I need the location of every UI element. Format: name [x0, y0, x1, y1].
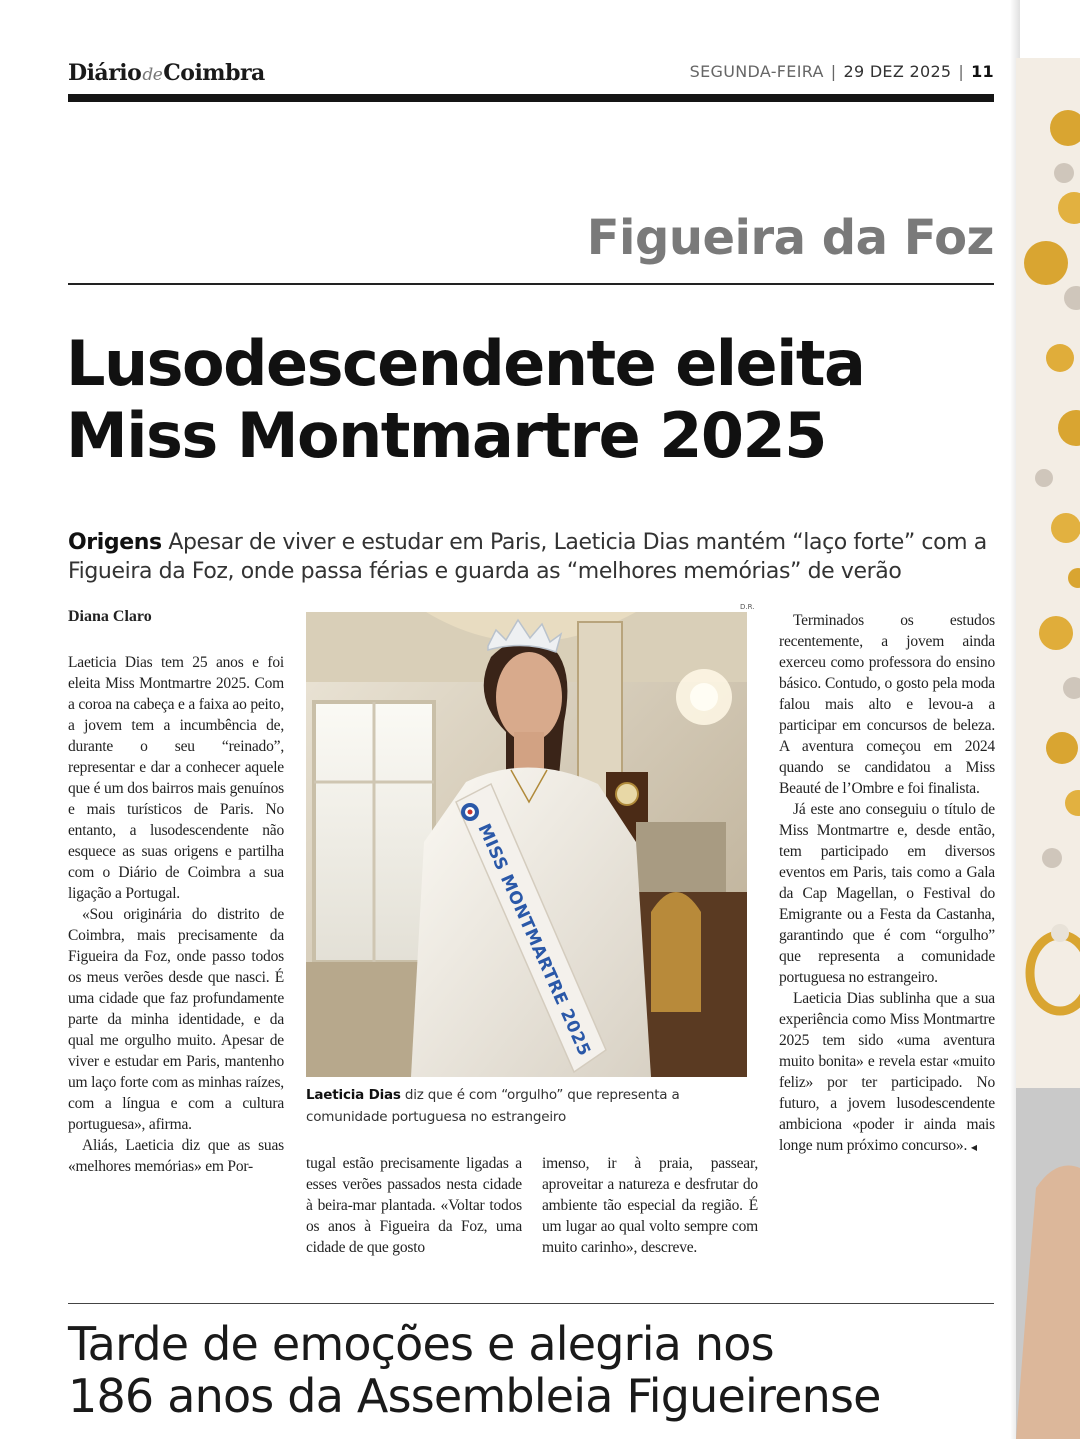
- paragraph: Já este ano conseguiu o título de Miss Montmartre e, desde então, tem participado em diversos eventos em Paris, tais como a Gala da Cap Magellan, o Festival do Emigrante ou a Festa da Castanha, garantindo que é com “orgulho” que representa a comunidade portuguesa no estrangeiro.: [779, 801, 995, 986]
- paragraph: Laeticia Dias tem 25 anos e foi eleita Miss Montmartre 2025. Com a coroa na cabeça e a faixa ao peito, a jovem tem a incumbência de, durante o seu “reinado”, representar e dar a conhecer aquele que é um dos bairros mais genuínos e mais turísticos de Paris. No entanto, a lusodescendente não esquece as suas origens e partilha com o Diário de Coimbra a sua ligação a Portugal.: [68, 654, 284, 902]
- lead-text: Apesar de viver e estudar em Paris, Laeticia Dias mantém “laço forte” com a Figueira da Foz, onde passa férias e guarda as “melhores memórias” de verão: [68, 530, 987, 584]
- byline: Diana Claro: [68, 608, 152, 625]
- caption-name: Laeticia Dias: [306, 1087, 401, 1103]
- issue-weekday: SEGUNDA-FEIRA: [689, 62, 824, 81]
- masthead-rule: [68, 94, 994, 102]
- jewelry-ad-illustration: [1016, 58, 1080, 1439]
- body-column-1: [68, 652, 284, 1177]
- article-lead: [68, 528, 1008, 586]
- article-photo: [306, 612, 747, 1077]
- paragraph: tugal estão precisamente ligadas a esses verões passados nesta cidade à beira-mar plantada. «Voltar todos os anos à Figueira da Foz, uma cidade de que gosto: [306, 1155, 522, 1256]
- sash-overlay: [306, 612, 747, 1077]
- caption-text: diz que é com “orgulho” que representa a comunidade portuguesa no estrangeiro: [306, 1087, 680, 1125]
- body-column-2: [306, 1153, 522, 1258]
- body-column-4: [779, 610, 995, 1158]
- paragraph: imenso, ir à praia, passear, aproveitar a natureza e desfrutar do ambiente tão especial da região. É um lugar ao qual volto sempre com muito carinho», descreve.: [542, 1155, 758, 1256]
- paragraph: Terminados os estudos recentemente, a jovem ainda exerceu como professora do ensino básico. Contudo, o gosto pela moda falou mais alto e levou-a a participar em concursos de beleza. A aventura começou em 2024 quando se candidatou a Miss Beauté de l’Ombre e foi finalista.: [779, 612, 995, 797]
- sash-text: MISS MONTMARTRE 2025: [473, 820, 595, 1060]
- article-divider: [68, 1303, 994, 1304]
- paragraph: «Sou originária do distrito de Coimbra, mais precisamente da Figueira da Foz, onde passo todos os meus verões desde que nasci. É uma cidade que faz profundamente parte da minha identidade, e da qual me orgulho muito. Apesar de viver e estudar em Paris, mantenho um laço forte com as minhas raízes, com a língua e com a cultura portuguesa», afirma.: [68, 906, 284, 1133]
- adjacent-page-advert: [1016, 58, 1080, 1439]
- lead-kicker: Origens: [68, 530, 162, 555]
- photo-caption: [306, 1084, 751, 1128]
- article-headline: Lusodescendente eleita Miss Montmartre 2025: [66, 327, 865, 472]
- paragraph: Aliás, Laeticia diz que as suas «melhores memórias» em Por-: [68, 1137, 284, 1175]
- page-number: 11: [971, 62, 994, 81]
- paragraph: Laeticia Dias sublinha que a sua experiência como Miss Montmartre 2025 tem sido «uma aventura muito bonita» e revela estar «muito feliz» por ter participado. No futuro, a jovem lusodescendente ambiciona «poder ir ainda mais longe num próximo concurso». ◀: [779, 990, 995, 1154]
- section-title: Figueira da Foz: [586, 210, 994, 266]
- issue-date: 29 DEZ 2025: [843, 62, 952, 81]
- end-mark-icon: ◀: [970, 1143, 977, 1152]
- body-column-3: [542, 1153, 758, 1258]
- section-divider: [68, 283, 994, 285]
- photo-credit: D.R.: [740, 603, 755, 611]
- next-article-headline: Tarde de emoções e alegria nos 186 anos da Assembleia Figueirense: [68, 1317, 881, 1423]
- newspaper-logo: DiáriodeCoimbra: [68, 60, 265, 86]
- issue-info: SEGUNDA-FEIRA | 29 DEZ 2025 | 11: [689, 62, 994, 81]
